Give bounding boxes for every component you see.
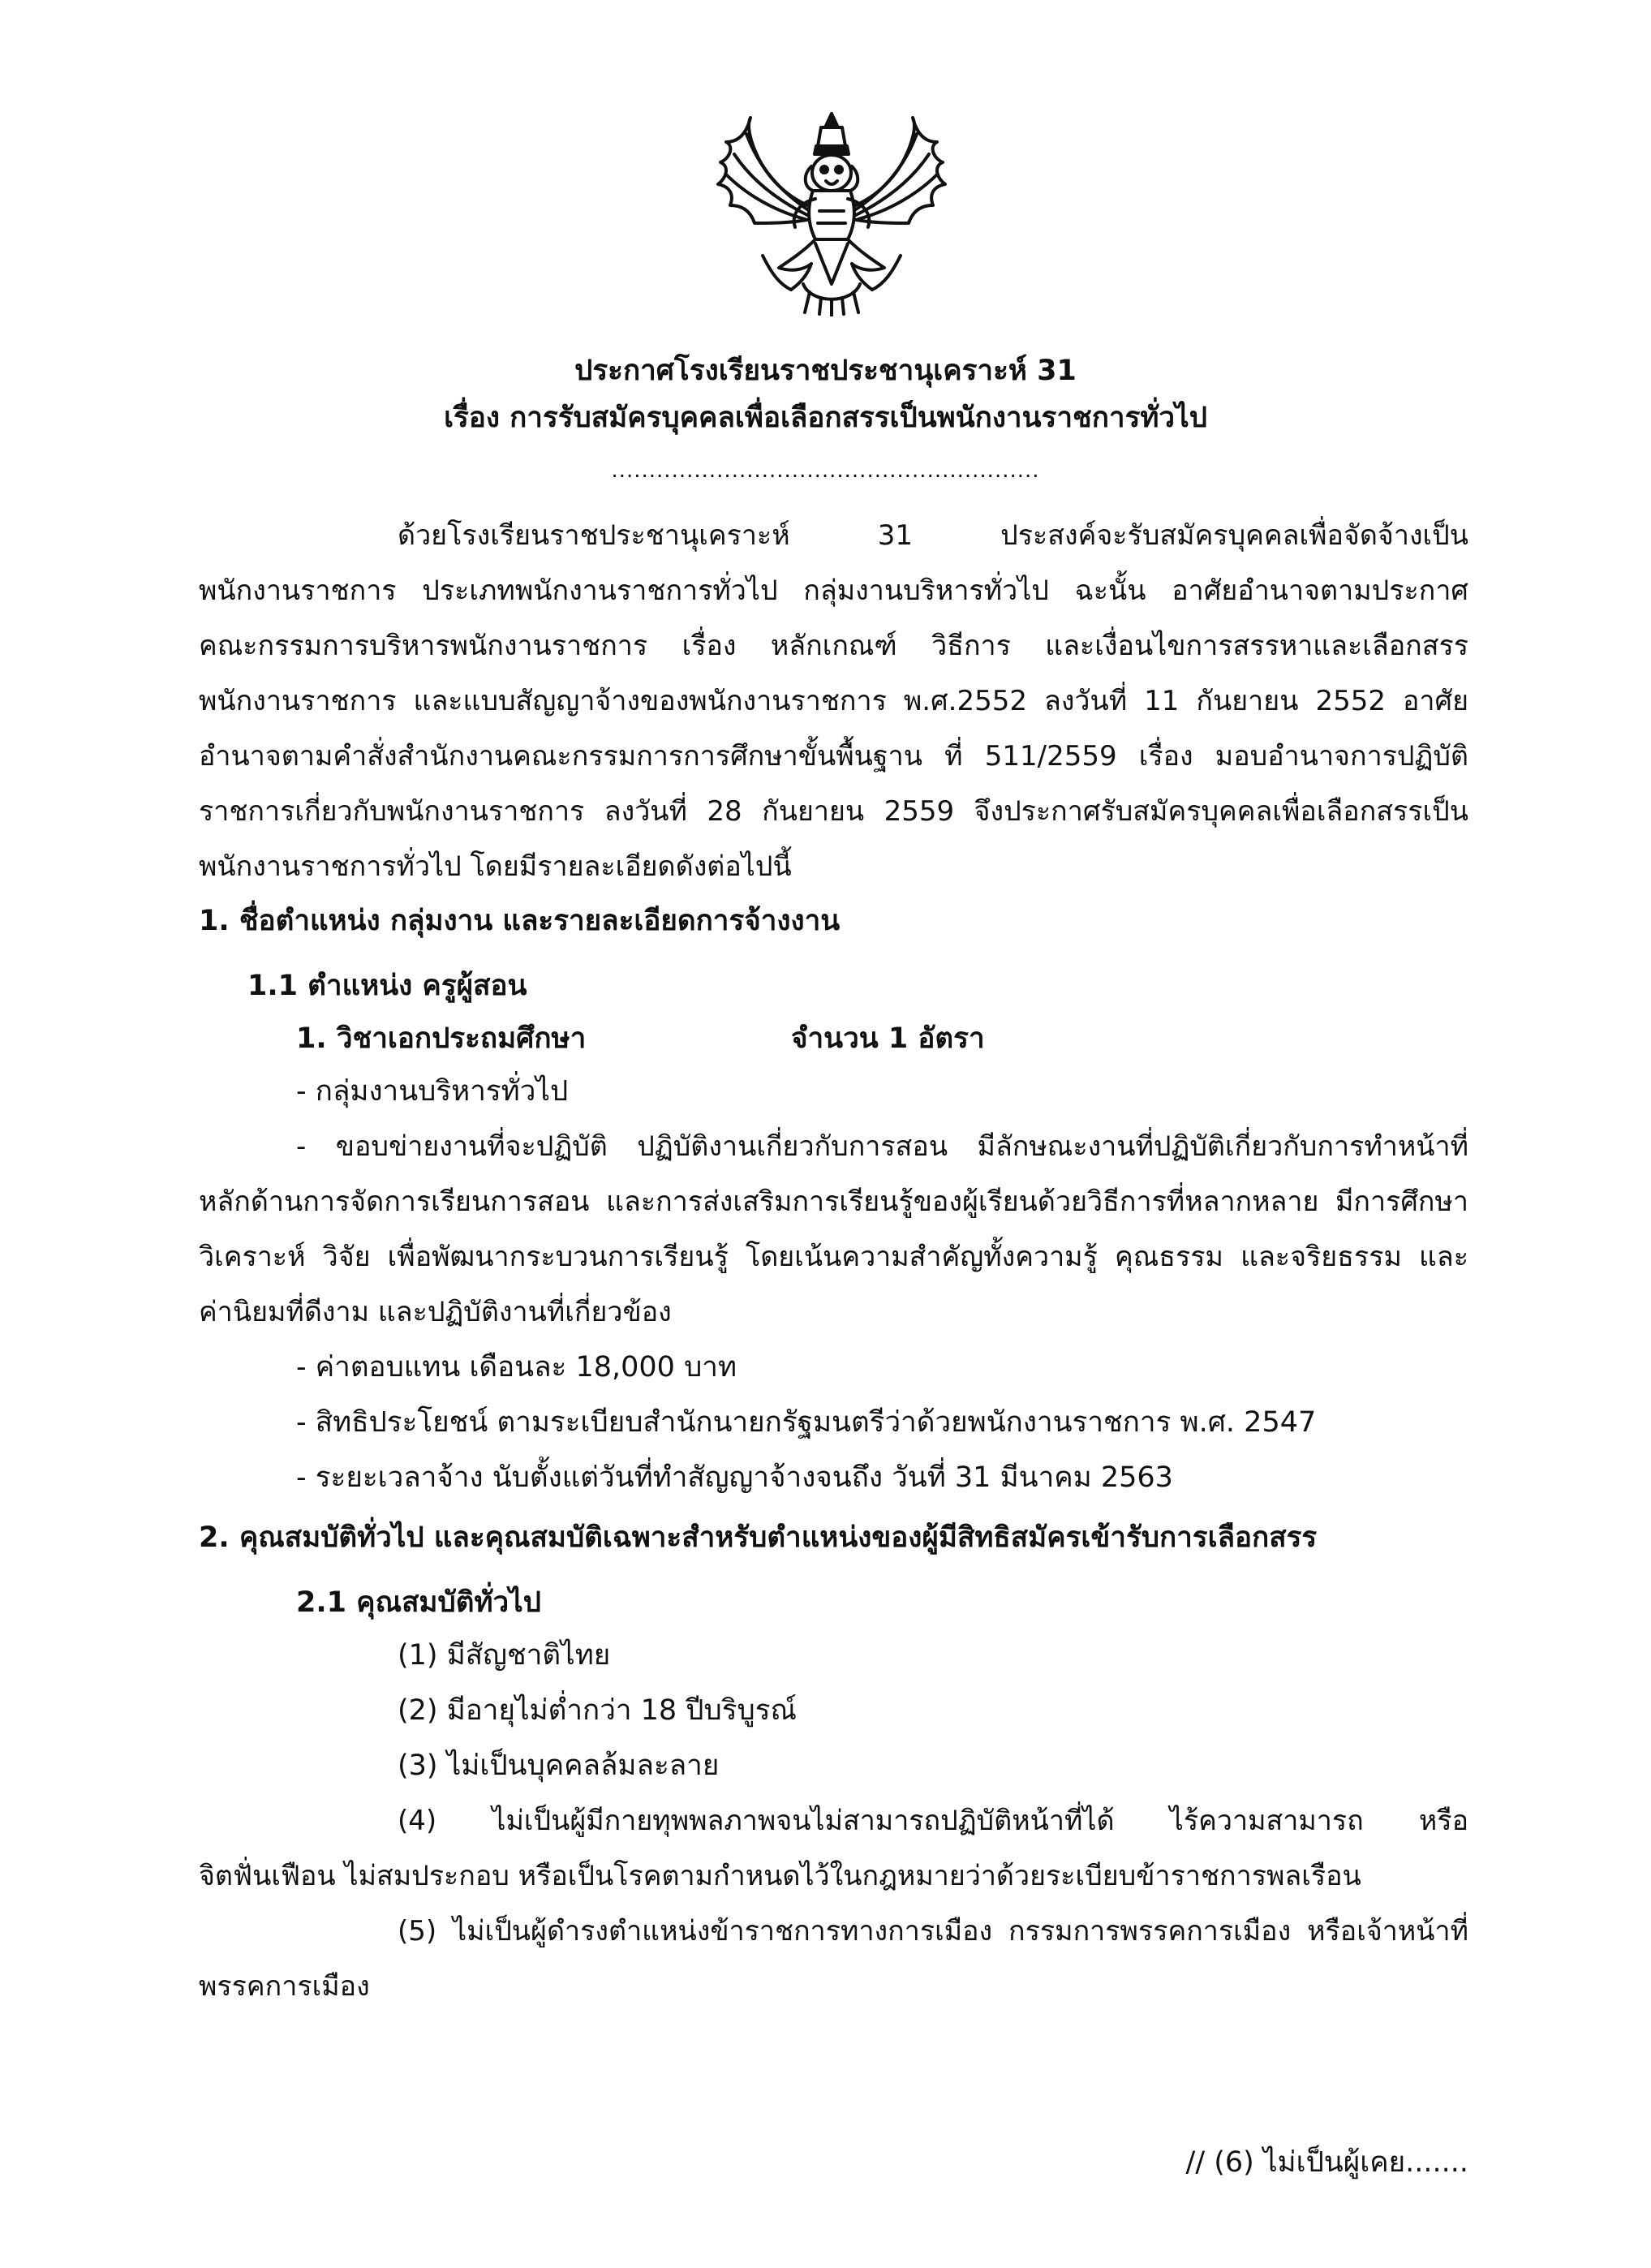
salary-item: - ค่าตอบแทน เดือนละ 18,000 บาท bbox=[296, 1351, 737, 1384]
scope-line-3: วิเคราะห์ วิจัย เพื่อพัฒนากระบวนการเรียนรู้ โดยเน้นความสำคัญทั้งความรู้ คุณธรรม และจริยธรรม และ bbox=[199, 1241, 1468, 1273]
intro-line-1: ด้วยโรงเรียนราชประชานุเคราะห์ 31 ประสงค์จะรับสมัครบุคคลเพื่อจัดจ้างเป็น bbox=[398, 519, 1468, 552]
subject-major: 1. วิชาเอกประถมศึกษา bbox=[296, 1022, 587, 1055]
qualification-4-line-1: (4) ไม่เป็นผู้มีกายทุพพลภาพจนไม่สามารถปฏิบัติหน้าที่ได้ ไร้ความสามารถ หรือ bbox=[398, 1805, 1468, 1837]
intro-line-6: ราชการเกี่ยวกับพนักงานราชการ ลงวันที่ 28 กันยายน 2559 จึงประกาศรับสมัครบุคคลเพื่อเลือกสรรเป็น bbox=[199, 795, 1468, 828]
qualification-5-line-1: (5) ไม่เป็นผู้ดำรงตำแหน่งข้าราชการทางการเมือง กรรมการพรรคการเมือง หรือเจ้าหน้าที่ bbox=[398, 1915, 1468, 1947]
vacancy-count: จำนวน 1 อัตรา bbox=[791, 1022, 985, 1055]
announcement-title: ประกาศโรงเรียนราชประชานุเคราะห์ 31 bbox=[574, 355, 1077, 387]
intro-line-4: พนักงานราชการ และแบบสัญญาจ้างของพนักงานราชการ พ.ศ.2552 ลงวันที่ 11 กันยายน 2552 อาศัย bbox=[199, 685, 1468, 717]
title-separator: ......................................................... bbox=[611, 458, 1040, 483]
garuda-emblem-icon bbox=[714, 110, 949, 316]
position-heading: 1.1 ตำแหน่ง ครูผู้สอน bbox=[247, 970, 527, 1002]
scope-line-2: หลักด้านการจัดการเรียนการสอน และการส่งเสริมการเรียนรู้ของผู้เรียนด้วยวิธีการที่หลากหลาย มีการศึกษา bbox=[199, 1186, 1468, 1218]
announcement-subject: เรื่อง การรับสมัครบุคคลเพื่อเลือกสรรเป็นพนักงานราชการทั่วไป bbox=[444, 402, 1207, 434]
qualification-2: (2) มีอายุไม่ต่ำกว่า 18 ปีบริบูรณ์ bbox=[398, 1694, 798, 1727]
benefits-item: - สิทธิประโยชน์ ตามระเบียบสำนักนายกรัฐมนตรีว่าด้วยพนักงานราชการ พ.ศ. 2547 bbox=[296, 1406, 1317, 1439]
work-group: - กลุ่มงานบริหารทั่วไป bbox=[296, 1075, 569, 1108]
section-2-heading: 2. คุณสมบัติทั่วไป และคุณสมบัติเฉพาะสำหรับตำแหน่งของผู้มีสิทธิสมัครเข้ารับการเลือกสรร bbox=[199, 1521, 1318, 1554]
intro-line-7: พนักงานราชการทั่วไป โดยมีรายละเอียดดังต่อไปนี้ bbox=[199, 850, 792, 883]
duration-item: - ระยะเวลาจ้าง นับตั้งแต่วันที่ทำสัญญาจ้างจนถึง วันที่ 31 มีนาคม 2563 bbox=[296, 1461, 1173, 1494]
qualification-1: (1) มีสัญชาติไทย bbox=[398, 1639, 611, 1672]
continuation-note: // (6) ไม่เป็นผู้เคย....... bbox=[1185, 2146, 1468, 2179]
qualification-3: (3) ไม่เป็นบุคคลล้มละลาย bbox=[398, 1749, 720, 1782]
scope-line-1: - ขอบข่ายงานที่จะปฏิบัติ ปฏิบัติงานเกี่ยวกับการสอน มีลักษณะงานที่ปฏิบัติเกี่ยวกับการทำหน้าที่ bbox=[296, 1130, 1468, 1163]
intro-line-2: พนักงานราชการ ประเภทพนักงานราชการทั่วไป กลุ่มงานบริหารทั่วไป ฉะนั้น อาศัยอำนาจตามประกาศ bbox=[199, 575, 1468, 607]
qualification-5-line-2: พรรคการเมือง bbox=[199, 1970, 370, 2003]
qualification-4-line-2: จิตฟั่นเฟือน ไม่สมประกอบ หรือเป็นโรคตามกำหนดไว้ในกฎหมายว่าด้วยระเบียบข้าราชการพลเรือน bbox=[199, 1860, 1361, 1892]
general-qualifications-heading: 2.1 คุณสมบัติทั่วไป bbox=[296, 1586, 541, 1619]
scope-line-4: ค่านิยมที่ดีงาม และปฏิบัติงานที่เกี่ยวข้อง bbox=[199, 1296, 672, 1328]
intro-line-5: อำนาจตามคำสั่งสำนักงานคณะกรรมการการศึกษาขั้นพื้นฐาน ที่ 511/2559 เรื่อง มอบอำนาจการปฏิบัติ bbox=[199, 740, 1468, 772]
section-1-heading: 1. ชื่อตำแหน่ง กลุ่มงาน และรายละเอียดการจ้างงาน bbox=[199, 905, 841, 937]
intro-line-3: คณะกรรมการบริหารพนักงานราชการ เรื่อง หลักเกณฑ์ วิธีการ และเงื่อนไขการสรรหาและเลือกสรร bbox=[199, 630, 1468, 662]
